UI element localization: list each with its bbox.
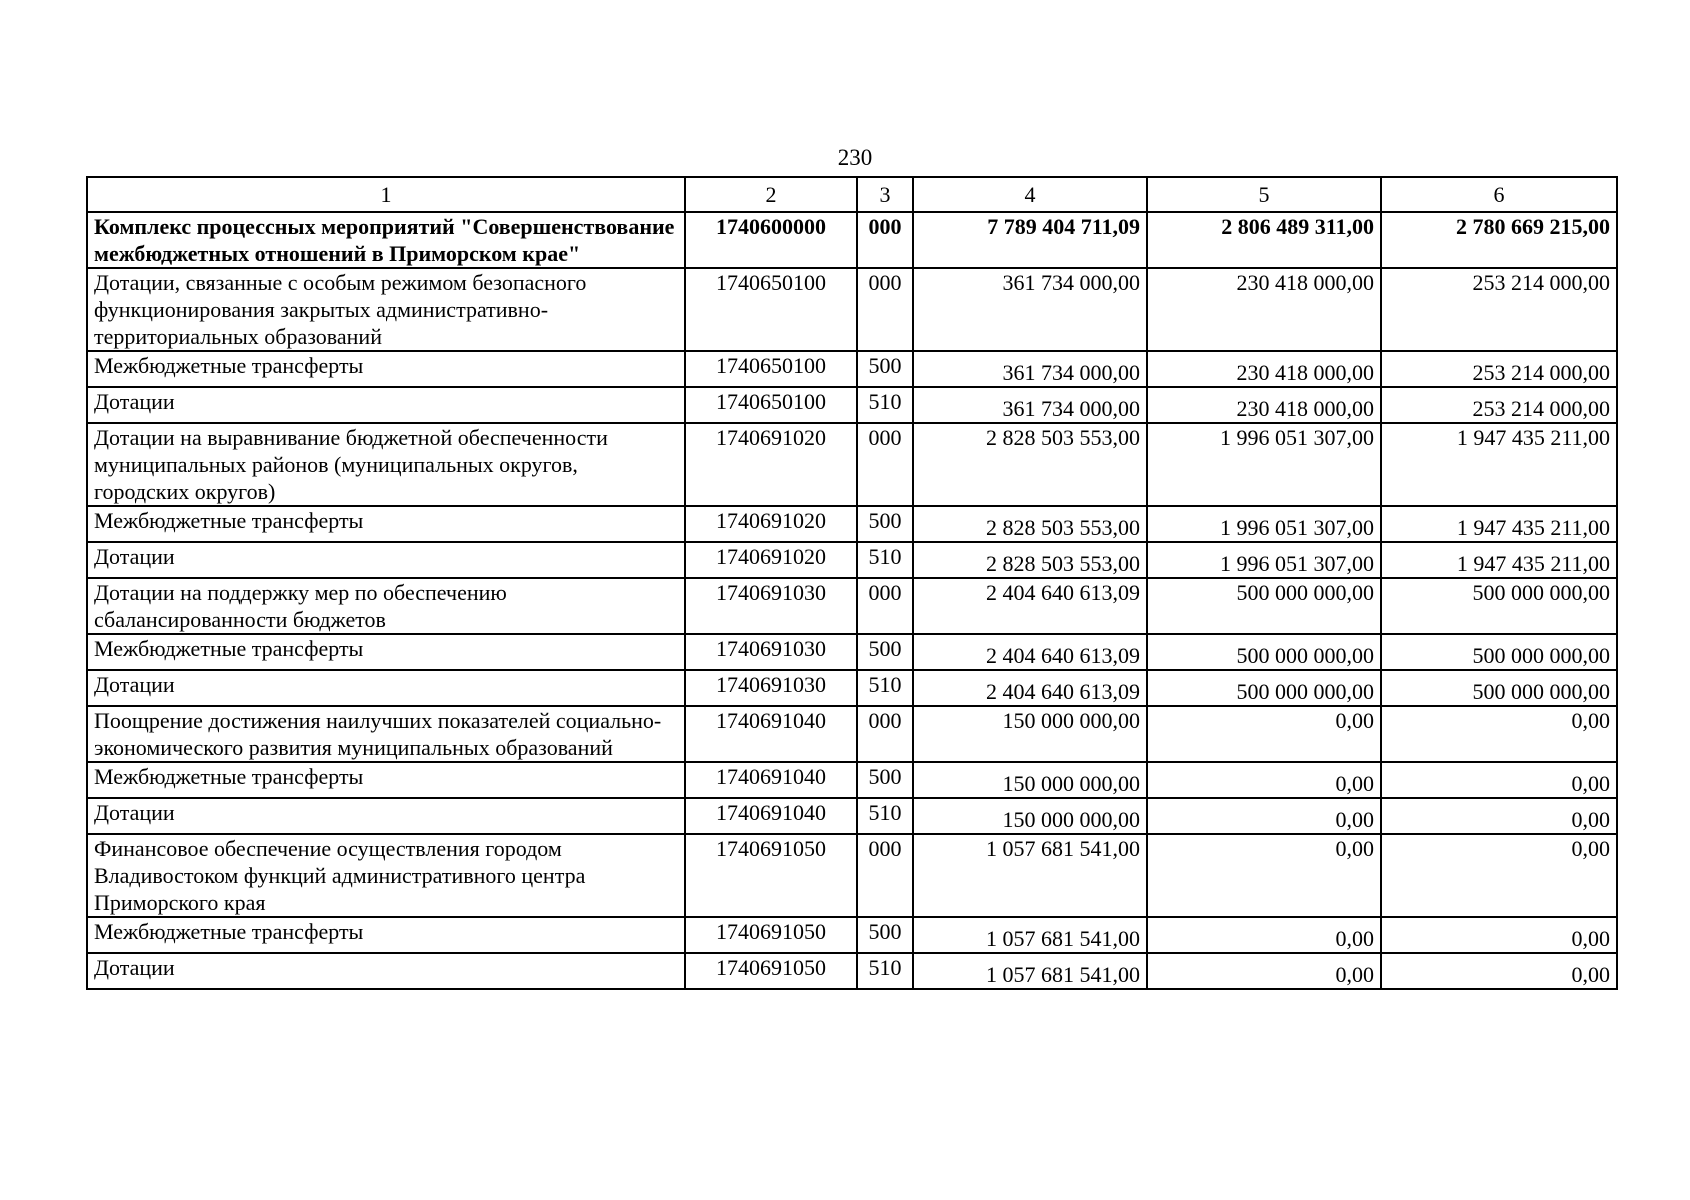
amount-col4-cell: 1 057 681 541,00 [913, 917, 1147, 953]
column-header-2: 2 [685, 177, 857, 212]
name-cell: Дотации [87, 670, 685, 706]
kvr-cell: 510 [857, 798, 913, 834]
amount-col5-cell: 500 000 000,00 [1147, 634, 1381, 670]
amount-col6-cell: 0,00 [1381, 706, 1617, 762]
kvr-cell: 000 [857, 212, 913, 268]
table-row [87, 798, 1617, 834]
kvr-cell: 510 [857, 670, 913, 706]
amount-col4-cell: 1 057 681 541,00 [913, 953, 1147, 989]
amount-col5-cell: 230 418 000,00 [1147, 268, 1381, 351]
name-cell: Межбюджетные трансферты [87, 506, 685, 542]
kvr-cell: 500 [857, 634, 913, 670]
kvr-cell: 500 [857, 351, 913, 387]
code-cell: 1740600000 [685, 212, 857, 268]
amount-col4-cell: 1 057 681 541,00 [913, 834, 1147, 917]
amount-col6-cell: 253 214 000,00 [1381, 387, 1617, 423]
kvr-cell: 000 [857, 268, 913, 351]
code-cell: 1740691040 [685, 762, 857, 798]
amount-col5-cell: 0,00 [1147, 762, 1381, 798]
table-row [87, 953, 1617, 989]
table-row [87, 387, 1617, 423]
column-header-5: 5 [1147, 177, 1381, 212]
kvr-cell: 510 [857, 953, 913, 989]
name-cell: Дотации [87, 542, 685, 578]
name-cell: Поощрение достижения наилучших показателей социально-экономического развития муниципальных образований [87, 706, 685, 762]
amount-col5-cell: 500 000 000,00 [1147, 670, 1381, 706]
table-row [87, 578, 1617, 634]
amount-col6-cell: 1 947 435 211,00 [1381, 542, 1617, 578]
column-header-6: 6 [1381, 177, 1617, 212]
table-row [87, 706, 1617, 762]
name-cell: Дотации, связанные с особым режимом безопасного функционирования закрытых административно-территориальных образований [87, 268, 685, 351]
name-cell: Межбюджетные трансферты [87, 634, 685, 670]
code-cell: 1740691050 [685, 834, 857, 917]
table-row [87, 212, 1617, 268]
name-cell: Межбюджетные трансферты [87, 351, 685, 387]
amount-col6-cell: 253 214 000,00 [1381, 268, 1617, 351]
name-cell: Дотации [87, 953, 685, 989]
kvr-cell: 500 [857, 762, 913, 798]
code-cell: 1740650100 [685, 268, 857, 351]
name-cell: Финансовое обеспечение осуществления городом Владивостоком функций административного центра Приморского края [87, 834, 685, 917]
amount-col4-cell: 7 789 404 711,09 [913, 212, 1147, 268]
kvr-cell: 500 [857, 917, 913, 953]
table-row [87, 268, 1617, 351]
code-cell: 1740691030 [685, 670, 857, 706]
code-cell: 1740650100 [685, 351, 857, 387]
amount-col4-cell: 150 000 000,00 [913, 798, 1147, 834]
name-cell: Дотации на выравнивание бюджетной обеспеченности муниципальных районов (муниципальных округов, городских округов) [87, 423, 685, 506]
amount-col4-cell: 2 828 503 553,00 [913, 542, 1147, 578]
amount-col6-cell: 0,00 [1381, 834, 1617, 917]
budget-table [86, 176, 1618, 990]
amount-col6-cell: 1 947 435 211,00 [1381, 423, 1617, 506]
table-row [87, 917, 1617, 953]
code-cell: 1740691050 [685, 953, 857, 989]
table-row [87, 506, 1617, 542]
column-header-4: 4 [913, 177, 1147, 212]
table-row [87, 762, 1617, 798]
column-header-1: 1 [87, 177, 685, 212]
amount-col6-cell: 253 214 000,00 [1381, 351, 1617, 387]
code-cell: 1740691020 [685, 542, 857, 578]
amount-col4-cell: 150 000 000,00 [913, 762, 1147, 798]
amount-col6-cell: 2 780 669 215,00 [1381, 212, 1617, 268]
name-cell: Комплекс процессных мероприятий "Совершенствование межбюджетных отношений в Приморском крае" [87, 212, 685, 268]
table-row [87, 634, 1617, 670]
amount-col4-cell: 2 404 640 613,09 [913, 634, 1147, 670]
amount-col4-cell: 2 828 503 553,00 [913, 506, 1147, 542]
amount-col6-cell: 0,00 [1381, 798, 1617, 834]
column-header-3: 3 [857, 177, 913, 212]
kvr-cell: 000 [857, 578, 913, 634]
kvr-cell: 510 [857, 542, 913, 578]
kvr-cell: 510 [857, 387, 913, 423]
code-cell: 1740691020 [685, 423, 857, 506]
amount-col5-cell: 0,00 [1147, 953, 1381, 989]
amount-col4-cell: 361 734 000,00 [913, 387, 1147, 423]
name-cell: Межбюджетные трансферты [87, 762, 685, 798]
kvr-cell: 000 [857, 423, 913, 506]
amount-col5-cell: 2 806 489 311,00 [1147, 212, 1381, 268]
amount-col4-cell: 361 734 000,00 [913, 268, 1147, 351]
amount-col6-cell: 500 000 000,00 [1381, 670, 1617, 706]
code-cell: 1740691030 [685, 578, 857, 634]
amount-col4-cell: 2 404 640 613,09 [913, 578, 1147, 634]
code-cell: 1740691050 [685, 917, 857, 953]
amount-col6-cell: 0,00 [1381, 953, 1617, 989]
name-cell: Дотации [87, 387, 685, 423]
amount-col4-cell: 361 734 000,00 [913, 351, 1147, 387]
amount-col5-cell: 500 000 000,00 [1147, 578, 1381, 634]
table-row [87, 542, 1617, 578]
code-cell: 1740691020 [685, 506, 857, 542]
amount-col5-cell: 230 418 000,00 [1147, 387, 1381, 423]
name-cell: Дотации на поддержку мер по обеспечению сбалансированности бюджетов [87, 578, 685, 634]
amount-col5-cell: 0,00 [1147, 706, 1381, 762]
amount-col4-cell: 2 828 503 553,00 [913, 423, 1147, 506]
code-cell: 1740650100 [685, 387, 857, 423]
amount-col5-cell: 0,00 [1147, 834, 1381, 917]
amount-col6-cell: 0,00 [1381, 762, 1617, 798]
amount-col5-cell: 0,00 [1147, 798, 1381, 834]
code-cell: 1740691030 [685, 634, 857, 670]
code-cell: 1740691040 [685, 798, 857, 834]
page-number: 230 [837, 145, 873, 170]
amount-col5-cell: 1 996 051 307,00 [1147, 423, 1381, 506]
amount-col6-cell: 0,00 [1381, 917, 1617, 953]
code-cell: 1740691040 [685, 706, 857, 762]
name-cell: Дотации [87, 798, 685, 834]
table-row [87, 670, 1617, 706]
amount-col6-cell: 500 000 000,00 [1381, 578, 1617, 634]
amount-col4-cell: 150 000 000,00 [913, 706, 1147, 762]
name-cell: Межбюджетные трансферты [87, 917, 685, 953]
table-row [87, 423, 1617, 506]
amount-col6-cell: 1 947 435 211,00 [1381, 506, 1617, 542]
kvr-cell: 500 [857, 506, 913, 542]
amount-col5-cell: 0,00 [1147, 917, 1381, 953]
kvr-cell: 000 [857, 834, 913, 917]
amount-col5-cell: 1 996 051 307,00 [1147, 506, 1381, 542]
kvr-cell: 000 [857, 706, 913, 762]
amount-col5-cell: 1 996 051 307,00 [1147, 542, 1381, 578]
amount-col5-cell: 230 418 000,00 [1147, 351, 1381, 387]
header-row [87, 177, 1617, 212]
table-row [87, 834, 1617, 917]
amount-col4-cell: 2 404 640 613,09 [913, 670, 1147, 706]
amount-col6-cell: 500 000 000,00 [1381, 634, 1617, 670]
table-row [87, 351, 1617, 387]
